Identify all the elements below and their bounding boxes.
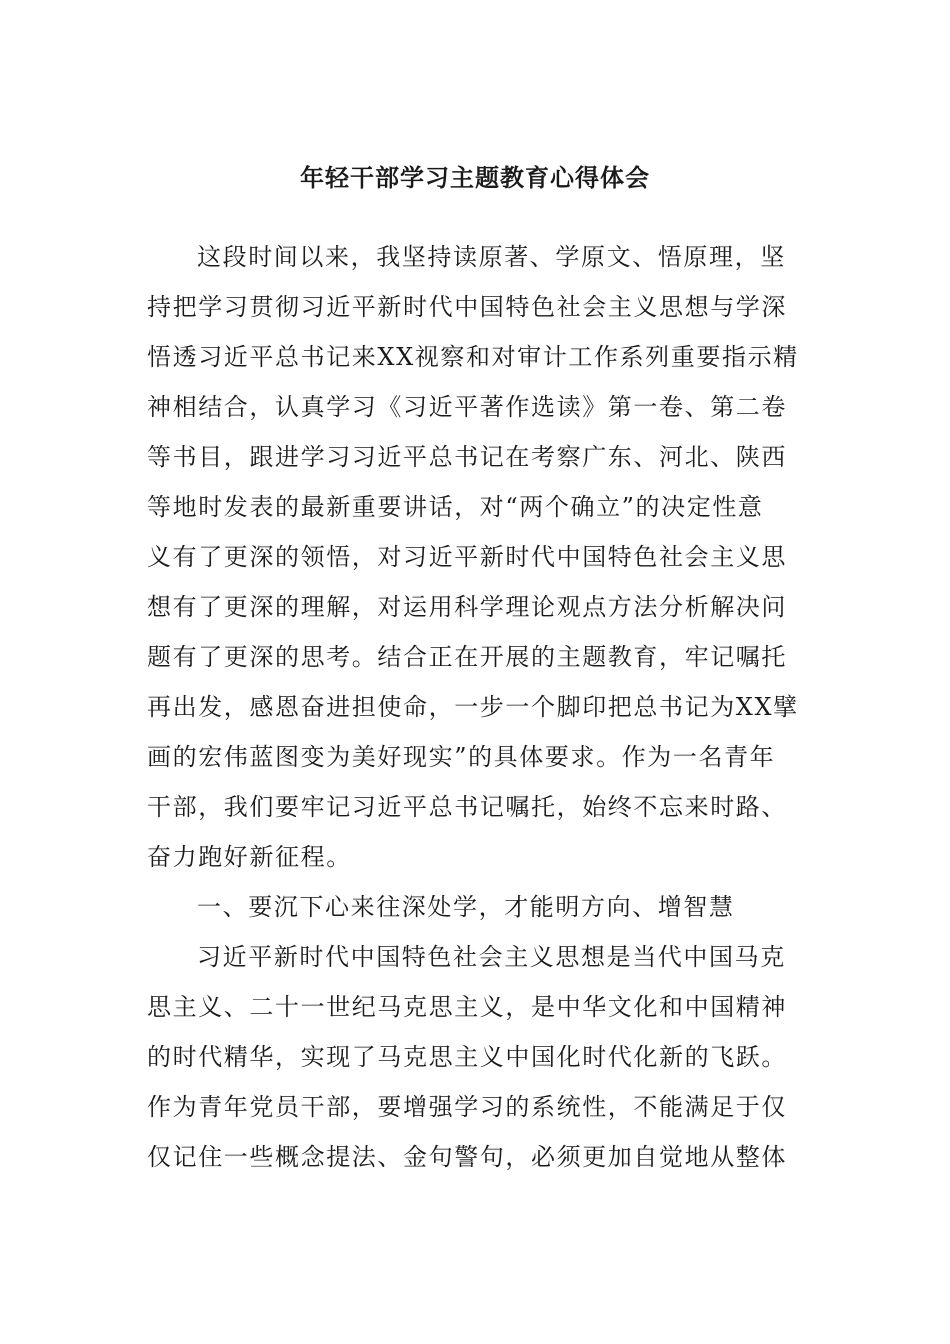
section-heading: 一、要沉下心来往深处学，才能明方向、增智慧: [197, 893, 735, 921]
paragraph-line: 这段时间以来，我坚持读原著、学原文、悟原理，坚: [197, 243, 786, 271]
paragraph-line: 思主义、二十一世纪马克思主义，是中华文化和中国精神: [147, 993, 787, 1021]
paragraph-line: 仅记住一些概念提法、金句警句，必须更加自觉地从整体: [147, 1143, 787, 1171]
document-title: 年轻干部学习主题教育心得体会: [300, 164, 650, 192]
paragraph-line: 干部，我们要牢记习近平总书记嘱托，始终不忘来时路、: [147, 793, 787, 821]
paragraph-line: 画的宏伟蓝图变为美好现实”的具体要求。作为一名青年: [147, 743, 776, 771]
paragraph-line: 等地时发表的最新重要讲话，对“两个确立”的决定性意: [147, 493, 764, 521]
paragraph-line: 想有了更深的理解，对运用科学理论观点方法分析解决问: [147, 593, 787, 621]
paragraph-line: 题有了更深的思考。结合正在开展的主题教育，牢记嘱托: [147, 643, 787, 671]
paragraph-line: 作为青年党员干部，要增强学习的系统性，不能满足于仅: [147, 1093, 787, 1121]
paragraph-line: 等书目，跟进学习习近平总书记在考察广东、河北、陕西: [147, 443, 787, 471]
paragraph-line: 的时代精华，实现了马克思主义中国化时代化新的飞跃。: [147, 1043, 787, 1071]
document-body: [147, 232, 807, 1182]
paragraph-line: 习近平新时代中国特色社会主义思想是当代中国马克: [197, 943, 786, 971]
paragraph-line: 再出发，感恩奋进担使命，一步一个脚印把总书记为XX擘: [147, 693, 799, 721]
paragraph-line: 奋力跑好新征程。: [147, 843, 352, 871]
paragraph-line: 持把学习贯彻习近平新时代中国特色社会主义思想与学深: [147, 293, 787, 321]
paragraph-line: 神相结合，认真学习《习近平著作选读》第一卷、第二卷: [147, 393, 787, 421]
paragraph-line: 悟透习近平总书记来XX视察和对审计工作系列重要指示精: [147, 343, 799, 371]
paragraph-line: 义有了更深的领悟，对习近平新时代中国特色社会主义思: [147, 543, 787, 571]
